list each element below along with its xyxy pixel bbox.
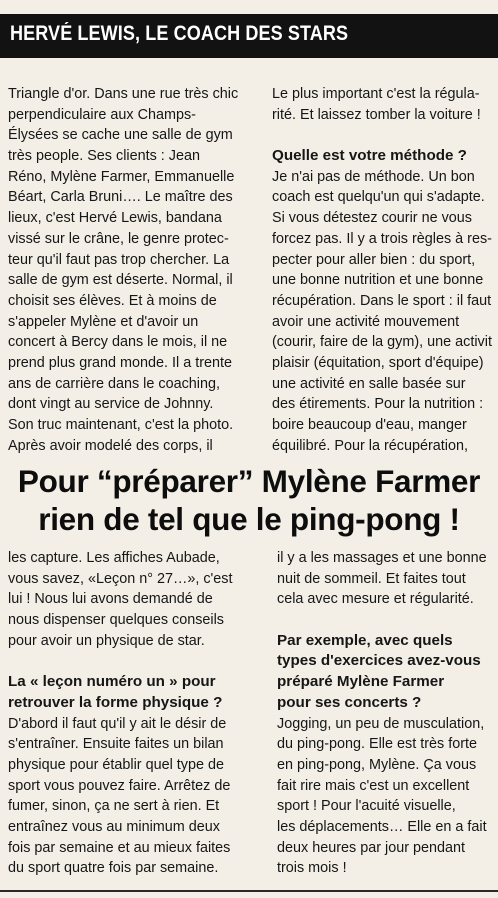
text-line: avoir une activité mouvement [272, 313, 460, 330]
text-line: vissé sur le crâne, le genre protec- [8, 230, 229, 247]
text-line: s'appeler Mylène et d'avoir un [8, 313, 199, 330]
text-line: Triangle d'or. Dans une rue très chic [8, 86, 239, 102]
top-left-column [8, 84, 238, 456]
text-line: Après avoir modelé des corps, il [8, 437, 213, 454]
text-line: Le plus important c'est la régula- [272, 86, 480, 102]
text-line: forcez pas. Il y a trois règles à res- [272, 230, 492, 247]
text-line: coach est quelqu'un qui s'adapte. [272, 189, 485, 206]
text-line: une activité en salle basée sur [272, 375, 466, 392]
text-line: ans de carrière dans le coaching, [8, 375, 220, 392]
text-line: fois par semaine et au mieux faites [8, 839, 231, 856]
text-line: s'entraîner. Ensuite faites un bilan [8, 736, 224, 753]
text-line: très people. Ses clients : Jean [8, 148, 200, 165]
text-line: Si vous détestez courir ne vous [272, 210, 472, 227]
text-line: (courir, faire de la gym), une activit [272, 334, 492, 351]
text-line: fait rire mais c'est un excellent [277, 777, 470, 794]
question-heading: Par exemple, avec quels [277, 631, 453, 649]
question-heading: Quelle est votre méthode ? [272, 147, 467, 165]
question-heading: types d'exercices avez-vous [277, 652, 481, 670]
text-line: lui ! Nous lui avons demandé de [8, 591, 213, 608]
question-heading: pour ses concerts ? [277, 693, 422, 711]
bottom-right-column [277, 548, 498, 879]
text-line: nuit de sommeil. Et faites tout [277, 570, 466, 587]
text-line: Je n'ai pas de méthode. Un bon [272, 168, 475, 185]
text-line: en ping-pong, Mylène. Ça vous [277, 756, 477, 773]
headline-line: Pour “préparer” Mylène Farmer [17, 463, 481, 499]
text-line: sport vous pouvez faire. Arrêtez de [8, 777, 231, 794]
text-line: lieux, c'est Hervé Lewis, bandana [8, 210, 222, 227]
text-line: teur qu'il faut pas trop chercher. La [8, 251, 230, 268]
text-line: concert à Bercy dans le mois, il ne [8, 334, 228, 351]
text-line: Son truc maintenant, c'est la photo. [8, 417, 234, 433]
text-line: Jogging, un peu de musculation, [277, 715, 485, 732]
text-line: pour avoir un physique de star. [8, 632, 205, 649]
text-line: D'abord il faut qu'il y ait le désir de [8, 715, 227, 732]
bottom-rule [0, 890, 498, 892]
text-line: rité. Et laissez tomber la voiture ! [272, 106, 481, 123]
top-right-column [272, 84, 498, 456]
text-line: sport ! Pour l'acuité visuelle, [277, 798, 456, 815]
headline-line: rien de tel que le ping-pong ! [38, 501, 460, 537]
question-heading: préparé Mylène Farmer [277, 673, 445, 691]
text-line: du sport quatre fois par semaine. [8, 860, 219, 877]
text-line: il y a les massages et une bonne [277, 550, 487, 566]
text-line: trois mois ! [277, 860, 347, 877]
text-line: dont vingt au service de Johnny. [8, 396, 214, 413]
text-line: physique pour établir quel type de [8, 756, 225, 773]
text-line: cela avec mesure et régularité. [277, 591, 474, 608]
text-line: boire beaucoup d'eau, manger [272, 417, 467, 433]
text-line: pecter pour aller bien : du sport, [272, 251, 476, 268]
text-line: entraînez vous au minimum deux [8, 818, 220, 835]
text-line: prend plus grand monde. Il a trente [8, 354, 232, 371]
text-line: deux heures par jour pendant [277, 839, 466, 856]
article-header-title: HERVÉ LEWIS, LE COACH DES STARS [10, 22, 349, 45]
text-line: des étirements. Pour la nutrition : [272, 396, 484, 413]
text-line: une bonne nutrition et une bonne [272, 272, 484, 289]
text-line: perpendiculaire aux Champs- [8, 106, 196, 123]
text-line: du ping-pong. Elle est très forte [277, 736, 477, 753]
pull-quote-headline [0, 462, 498, 538]
question-heading: retrouver la forme physique ? [8, 693, 223, 711]
text-line: nous dispenser quelques conseils [8, 612, 225, 629]
text-line: les capture. Les affiches Aubade, [8, 550, 220, 566]
text-line: choisit ses élèves. Et à moins de [8, 292, 217, 309]
text-line: salle de gym est déserte. Normal, il [8, 272, 233, 289]
text-line: plaisir (équitation, sport d'équipe) [272, 354, 484, 371]
text-line: équilibré. Pour la récupération, [272, 437, 468, 454]
question-heading: La « leçon numéro un » pour [8, 673, 216, 691]
text-line: vous savez, «Leçon n° 27…», c'est [8, 570, 233, 587]
text-line: fumer, sinon, ça ne sert à rien. Et [8, 798, 220, 815]
text-line: les déplacements… Elle en a fait [277, 818, 487, 835]
bottom-left-column [8, 548, 266, 879]
text-line: Béart, Carla Bruni…. Le maître des [8, 189, 233, 206]
text-line: Élysées se cache une salle de gym [8, 127, 233, 144]
text-line: Réno, Mylène Farmer, Emmanuelle [8, 168, 235, 185]
text-line: récupération. Dans le sport : il faut [272, 292, 492, 309]
